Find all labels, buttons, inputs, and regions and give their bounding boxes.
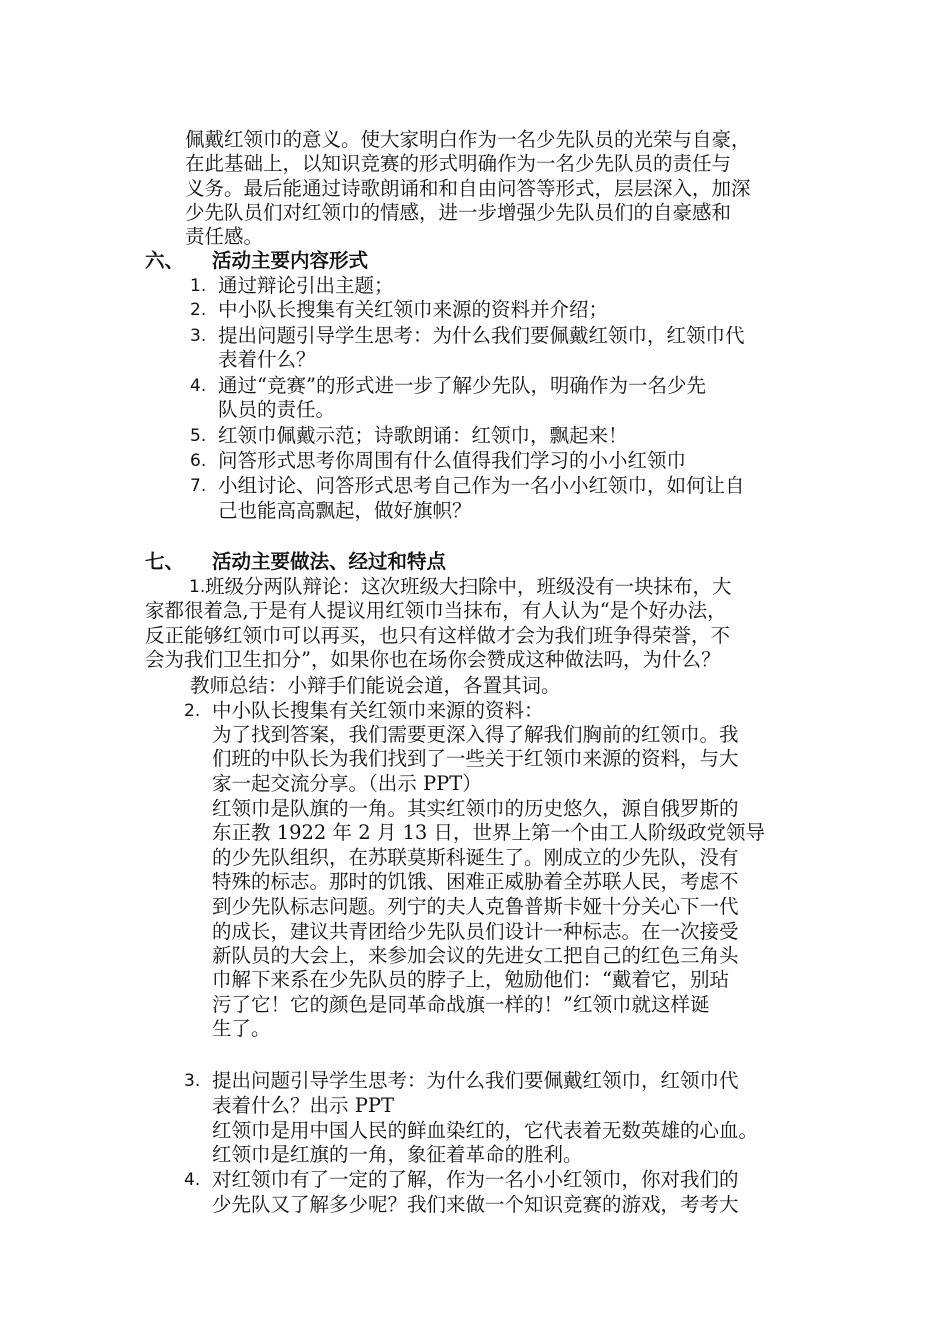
- paragraph-line: 的少先队组织，在苏联莫斯科诞生了。刚成立的少先队，没有: [212, 846, 739, 869]
- paragraph-line: 新队员的大会上，来参加会议的先进女工把自己的红色三角头: [212, 944, 739, 967]
- list-number: 1.: [189, 577, 206, 597]
- paragraph-line: 到少先队标志问题。列宁的夫人克鲁普斯卡娅十分关心下一代: [212, 895, 739, 918]
- paragraph-line: 家一起交流分享。（出示 PPT）: [212, 772, 482, 795]
- list-item: 小组讨论、问答形式思考自己作为一名小小红领巾，如何让自: [218, 474, 745, 497]
- list-number: 2.: [190, 300, 207, 320]
- paragraph-line: 的成长，建议共青团给少先队员们设计一种标志。在一次接受: [212, 920, 739, 943]
- list-item-continuation: 队员的责任。: [218, 398, 336, 421]
- section-7-number: 七、: [145, 550, 185, 573]
- paragraph-line: 巾解下来系在少先队员的脖子上，勉励他们：“戴着它，别玷: [212, 968, 729, 991]
- paragraph-line: 们班的中队长为我们找到了一些关于红领巾来源的资料，与大: [212, 747, 739, 770]
- paragraph-line: 会为我们卫生扣分”，如果你也在场你会赞成这种做法吗，为什么？: [145, 648, 721, 671]
- intro-line: 少先队员们对红领巾的情感，进一步增强少先队员们的自豪感和: [185, 201, 732, 224]
- list-item: 提出问题引导学生思考：为什么我们要佩戴红领巾，红领巾代: [218, 324, 745, 347]
- list-number: 1.: [190, 276, 207, 296]
- paragraph-line: 东正教 1922 年 2 月 13 日，世界上第一个由工人阶级政党领导: [212, 821, 766, 844]
- list-number: 3.: [190, 326, 207, 346]
- intro-line: 责任感。: [185, 225, 264, 248]
- paragraph-line: 生了。: [212, 1017, 271, 1040]
- paragraph-line: 污了它！它的颜色是同革命战旗一样的！”红领巾就这样诞: [212, 993, 710, 1016]
- section-7-title: 活动主要做法、经过和特点: [212, 550, 447, 573]
- paragraph-line: 提出问题引导学生思考：为什么我们要佩戴红领巾，红领巾代: [212, 1069, 739, 1092]
- paragraph-line: 家都很着急,于是有人提议用红领巾当抹布，有人认为“是个好办法，: [145, 599, 727, 622]
- paragraph-line: 教师总结：小辩手们能说会道，各置其词。: [190, 674, 561, 697]
- section-6-title: 活动主要内容形式: [212, 249, 369, 272]
- paragraph-line: 为了找到答案，我们需要更深入得了解我们胸前的红领巾。我: [212, 723, 739, 746]
- intro-line: 佩戴红领巾的意义。使大家明白作为一名少先队员的光荣与自豪，: [185, 128, 751, 151]
- paragraph-line: 红领巾是队旗的一角。其实红领巾的历史悠久，源自俄罗斯的: [212, 797, 739, 820]
- paragraph-line: 表着什么？出示 PPT: [212, 1094, 394, 1117]
- list-item: 通过辩论引出主题；: [218, 274, 394, 297]
- paragraph-line: 红领巾是红旗的一角，象征着革命的胜利。: [212, 1143, 583, 1166]
- list-item: 问答形式思考你周围有什么值得我们学习的小小红领巾: [218, 449, 687, 472]
- intro-line: 义务。最后能通过诗歌朗诵和和自由问答等形式，层层深入，加深: [185, 177, 751, 200]
- list-item: 通过“竞赛”的形式进一步了解少先队，明确作为一名少先: [218, 374, 706, 397]
- paragraph-line: 特殊的标志。那时的饥饿、困难正威胁着全苏联人民，考虑不: [212, 870, 739, 893]
- list-number: 2.: [184, 701, 201, 721]
- list-item-continuation: 表着什么？: [218, 348, 316, 371]
- section-6-number: 六、: [145, 249, 185, 272]
- paragraph-line: 红领巾是用中国人民的鲜血染红的，它代表着无数英雄的心血。: [212, 1119, 759, 1142]
- paragraph-line: 对红领巾有了一定的了解，作为一名小小红领巾，你对我们的: [212, 1168, 739, 1191]
- list-number: 3.: [184, 1071, 201, 1091]
- list-number: 5.: [190, 426, 207, 446]
- list-number: 4.: [184, 1170, 201, 1190]
- paragraph-line: 班级分两队辩论：这次班级大扫除中，班级没有一块抹布，大: [205, 575, 732, 598]
- list-number: 7.: [190, 476, 207, 496]
- list-item-continuation: 己也能高高飘起，做好旗帜？: [218, 499, 472, 522]
- list-number: 4.: [190, 376, 207, 396]
- paragraph-line: 反正能够红领巾可以再买，也只有这样做才会为我们班争得荣誉，不: [145, 624, 731, 647]
- list-item: 中小队长搜集有关红领巾来源的资料并介绍；: [218, 298, 609, 321]
- paragraph-line: 少先队又了解多少呢？我们来做一个知识竞赛的游戏，考考大: [212, 1193, 739, 1216]
- list-number: 6.: [190, 451, 207, 471]
- item-title: 中小队长搜集有关红领巾来源的资料：: [212, 699, 544, 722]
- intro-line: 在此基础上，以知识竞赛的形式明确作为一名少先队员的责任与: [185, 152, 732, 175]
- list-item: 红领巾佩戴示范；诗歌朗诵：红领巾，飘起来！: [218, 424, 628, 447]
